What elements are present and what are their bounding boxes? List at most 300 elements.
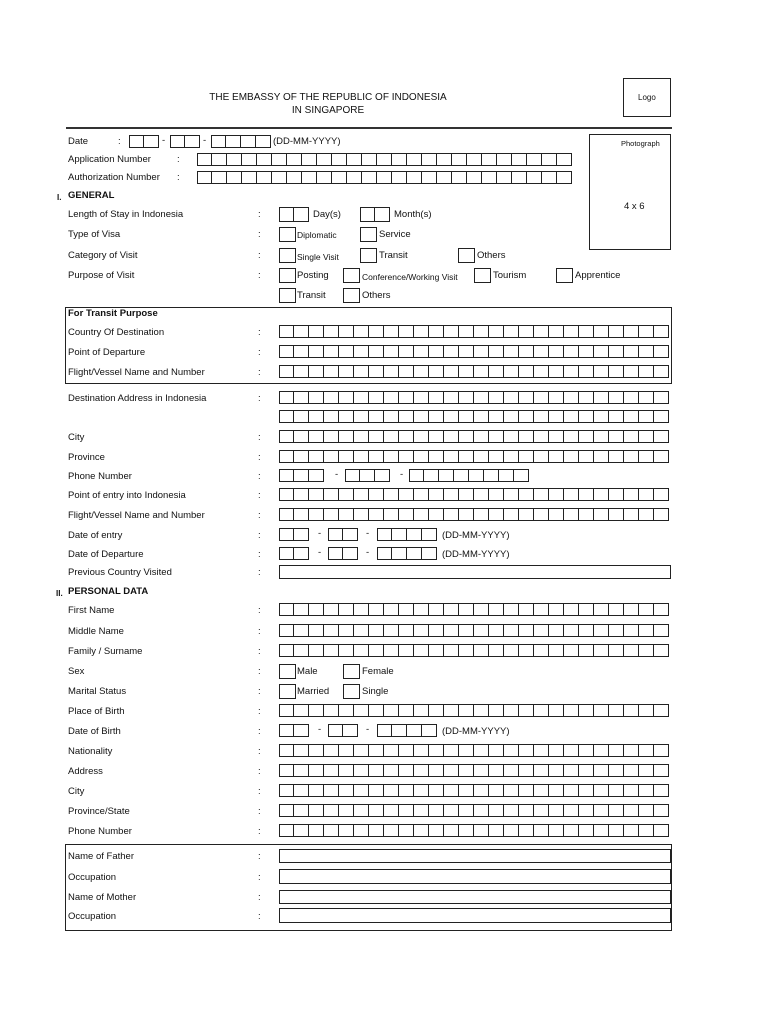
char-cell[interactable] <box>429 391 444 404</box>
middle-name-field[interactable] <box>279 624 669 637</box>
char-cell[interactable] <box>489 784 504 797</box>
char-cell[interactable] <box>279 325 294 338</box>
stay-months-field[interactable] <box>360 207 390 222</box>
char-cell[interactable] <box>549 764 564 777</box>
char-cell[interactable] <box>624 325 639 338</box>
char-cell[interactable] <box>534 391 549 404</box>
char-cell[interactable] <box>504 450 519 463</box>
char-cell[interactable] <box>399 784 414 797</box>
char-cell[interactable] <box>414 365 429 378</box>
char-cell[interactable] <box>534 430 549 443</box>
char-cell[interactable] <box>354 391 369 404</box>
char-cell[interactable] <box>609 744 624 757</box>
char-cell[interactable] <box>294 824 309 837</box>
char-cell[interactable] <box>384 410 399 423</box>
char-cell[interactable] <box>324 450 339 463</box>
char-cell[interactable] <box>489 450 504 463</box>
char-cell[interactable] <box>384 391 399 404</box>
char-cell[interactable] <box>564 764 579 777</box>
char-cell[interactable] <box>579 450 594 463</box>
char-cell[interactable] <box>459 624 474 637</box>
purpose-transit-checkbox[interactable] <box>279 288 296 303</box>
char-cell[interactable] <box>474 365 489 378</box>
char-cell[interactable] <box>474 391 489 404</box>
char-cell[interactable] <box>399 365 414 378</box>
char-cell[interactable] <box>534 744 549 757</box>
date-departure-day-field[interactable] <box>279 547 309 560</box>
char-cell[interactable] <box>339 430 354 443</box>
char-cell[interactable] <box>579 624 594 637</box>
char-cell[interactable] <box>609 603 624 616</box>
char-cell[interactable] <box>354 410 369 423</box>
char-cell[interactable] <box>654 603 669 616</box>
char-cell[interactable] <box>549 704 564 717</box>
point-departure-field[interactable] <box>279 345 669 358</box>
char-cell[interactable] <box>639 644 654 657</box>
char-cell[interactable] <box>624 824 639 837</box>
char-cell[interactable] <box>429 410 444 423</box>
char-cell[interactable] <box>324 508 339 521</box>
date-entry-day-field[interactable] <box>279 528 309 541</box>
char-cell[interactable] <box>444 624 459 637</box>
char-cell[interactable] <box>594 784 609 797</box>
char-cell[interactable] <box>639 365 654 378</box>
father-name-field[interactable] <box>279 849 671 863</box>
char-cell[interactable] <box>549 824 564 837</box>
char-cell[interactable] <box>489 365 504 378</box>
date-year-field[interactable] <box>211 135 271 148</box>
char-cell[interactable] <box>579 824 594 837</box>
char-cell[interactable] <box>354 430 369 443</box>
char-cell[interactable] <box>564 391 579 404</box>
char-cell[interactable] <box>279 804 294 817</box>
posting-checkbox[interactable] <box>279 268 296 283</box>
char-cell[interactable] <box>504 345 519 358</box>
char-cell[interactable] <box>429 644 444 657</box>
char-cell[interactable] <box>459 391 474 404</box>
char-cell[interactable] <box>579 325 594 338</box>
char-cell[interactable] <box>294 410 309 423</box>
char-cell[interactable] <box>654 391 669 404</box>
char-cell[interactable] <box>474 450 489 463</box>
char-cell[interactable] <box>609 365 624 378</box>
char-cell[interactable] <box>549 508 564 521</box>
char-cell[interactable] <box>414 603 429 616</box>
char-cell[interactable] <box>294 624 309 637</box>
application-number-field[interactable] <box>197 153 572 166</box>
char-cell[interactable] <box>609 704 624 717</box>
char-cell[interactable] <box>654 704 669 717</box>
purpose-others-checkbox[interactable] <box>343 288 360 303</box>
char-cell[interactable] <box>474 744 489 757</box>
char-cell[interactable] <box>549 488 564 501</box>
char-cell[interactable] <box>459 804 474 817</box>
char-cell[interactable] <box>414 345 429 358</box>
char-cell[interactable] <box>609 488 624 501</box>
char-cell[interactable] <box>414 824 429 837</box>
char-cell[interactable] <box>519 603 534 616</box>
char-cell[interactable] <box>339 450 354 463</box>
married-checkbox[interactable] <box>279 684 296 699</box>
date-departure-year-field[interactable] <box>377 547 437 560</box>
char-cell[interactable] <box>399 325 414 338</box>
char-cell[interactable] <box>429 824 444 837</box>
char-cell[interactable] <box>309 450 324 463</box>
char-cell[interactable] <box>519 744 534 757</box>
char-cell[interactable] <box>279 410 294 423</box>
char-cell[interactable] <box>324 430 339 443</box>
char-cell[interactable] <box>549 644 564 657</box>
char-cell[interactable] <box>579 410 594 423</box>
char-cell[interactable] <box>279 391 294 404</box>
destination-address-field-2[interactable] <box>279 410 669 423</box>
char-cell[interactable] <box>294 365 309 378</box>
char-cell[interactable] <box>384 325 399 338</box>
char-cell[interactable] <box>504 365 519 378</box>
char-cell[interactable] <box>459 824 474 837</box>
char-cell[interactable] <box>594 804 609 817</box>
char-cell[interactable] <box>399 704 414 717</box>
char-cell[interactable] <box>534 325 549 338</box>
char-cell[interactable] <box>429 624 444 637</box>
char-cell[interactable] <box>489 603 504 616</box>
char-cell[interactable] <box>339 508 354 521</box>
date-departure-month-field[interactable] <box>328 547 358 560</box>
char-cell[interactable] <box>519 391 534 404</box>
char-cell[interactable] <box>279 624 294 637</box>
char-cell[interactable] <box>459 365 474 378</box>
char-cell[interactable] <box>594 430 609 443</box>
destination-flight-field[interactable] <box>279 508 669 521</box>
char-cell[interactable] <box>654 764 669 777</box>
char-cell[interactable] <box>564 508 579 521</box>
char-cell[interactable] <box>594 824 609 837</box>
apprentice-checkbox[interactable] <box>556 268 573 283</box>
char-cell[interactable] <box>444 824 459 837</box>
char-cell[interactable] <box>579 345 594 358</box>
char-cell[interactable] <box>354 784 369 797</box>
char-cell[interactable] <box>399 345 414 358</box>
char-cell[interactable] <box>624 391 639 404</box>
mother-occupation-field[interactable] <box>279 908 671 923</box>
char-cell[interactable] <box>579 488 594 501</box>
char-cell[interactable] <box>489 764 504 777</box>
destination-phone-number-field[interactable] <box>409 469 529 482</box>
char-cell[interactable] <box>369 450 384 463</box>
char-cell[interactable] <box>489 624 504 637</box>
char-cell[interactable] <box>399 824 414 837</box>
char-cell[interactable] <box>459 488 474 501</box>
char-cell[interactable] <box>579 744 594 757</box>
char-cell[interactable] <box>654 365 669 378</box>
char-cell[interactable] <box>459 450 474 463</box>
char-cell[interactable] <box>399 804 414 817</box>
char-cell[interactable] <box>534 450 549 463</box>
char-cell[interactable] <box>339 325 354 338</box>
personal-phone-field[interactable] <box>279 824 669 837</box>
char-cell[interactable] <box>459 410 474 423</box>
char-cell[interactable] <box>474 644 489 657</box>
char-cell[interactable] <box>309 704 324 717</box>
char-cell[interactable] <box>594 508 609 521</box>
char-cell[interactable] <box>399 488 414 501</box>
char-cell[interactable] <box>429 784 444 797</box>
char-cell[interactable] <box>429 365 444 378</box>
char-cell[interactable] <box>459 345 474 358</box>
char-cell[interactable] <box>444 410 459 423</box>
char-cell[interactable] <box>639 764 654 777</box>
char-cell[interactable] <box>414 764 429 777</box>
char-cell[interactable] <box>279 644 294 657</box>
char-cell[interactable] <box>309 764 324 777</box>
char-cell[interactable] <box>444 744 459 757</box>
char-cell[interactable] <box>594 644 609 657</box>
char-cell[interactable] <box>324 764 339 777</box>
char-cell[interactable] <box>459 704 474 717</box>
char-cell[interactable] <box>399 508 414 521</box>
char-cell[interactable] <box>594 345 609 358</box>
char-cell[interactable] <box>279 345 294 358</box>
char-cell[interactable] <box>369 365 384 378</box>
authorization-number-field[interactable] <box>197 171 572 184</box>
char-cell[interactable] <box>534 603 549 616</box>
char-cell[interactable] <box>609 804 624 817</box>
char-cell[interactable] <box>639 824 654 837</box>
char-cell[interactable] <box>384 603 399 616</box>
char-cell[interactable] <box>639 325 654 338</box>
char-cell[interactable] <box>489 325 504 338</box>
entry-point-field[interactable] <box>279 488 669 501</box>
char-cell[interactable] <box>654 488 669 501</box>
char-cell[interactable] <box>339 644 354 657</box>
char-cell[interactable] <box>564 704 579 717</box>
char-cell[interactable] <box>579 391 594 404</box>
char-cell[interactable] <box>324 744 339 757</box>
char-cell[interactable] <box>369 764 384 777</box>
char-cell[interactable] <box>429 325 444 338</box>
char-cell[interactable] <box>639 603 654 616</box>
char-cell[interactable] <box>309 804 324 817</box>
char-cell[interactable] <box>309 603 324 616</box>
date-day-field[interactable] <box>129 135 159 148</box>
char-cell[interactable] <box>594 744 609 757</box>
char-cell[interactable] <box>474 603 489 616</box>
char-cell[interactable] <box>534 488 549 501</box>
others-checkbox[interactable] <box>458 248 475 263</box>
char-cell[interactable] <box>369 824 384 837</box>
char-cell[interactable] <box>564 624 579 637</box>
char-cell[interactable] <box>444 508 459 521</box>
char-cell[interactable] <box>564 603 579 616</box>
char-cell[interactable] <box>504 744 519 757</box>
char-cell[interactable] <box>594 624 609 637</box>
char-cell[interactable] <box>414 430 429 443</box>
char-cell[interactable] <box>429 430 444 443</box>
char-cell[interactable] <box>414 704 429 717</box>
char-cell[interactable] <box>414 744 429 757</box>
char-cell[interactable] <box>384 508 399 521</box>
char-cell[interactable] <box>609 410 624 423</box>
char-cell[interactable] <box>654 744 669 757</box>
char-cell[interactable] <box>489 824 504 837</box>
char-cell[interactable] <box>354 603 369 616</box>
char-cell[interactable] <box>639 410 654 423</box>
char-cell[interactable] <box>594 391 609 404</box>
date-birth-year-field[interactable] <box>377 724 437 737</box>
char-cell[interactable] <box>654 450 669 463</box>
char-cell[interactable] <box>459 784 474 797</box>
char-cell[interactable] <box>414 624 429 637</box>
char-cell[interactable] <box>654 345 669 358</box>
char-cell[interactable] <box>594 365 609 378</box>
char-cell[interactable] <box>339 391 354 404</box>
char-cell[interactable] <box>384 804 399 817</box>
char-cell[interactable] <box>414 391 429 404</box>
char-cell[interactable] <box>309 410 324 423</box>
char-cell[interactable] <box>384 488 399 501</box>
service-checkbox[interactable] <box>360 227 377 242</box>
char-cell[interactable] <box>324 488 339 501</box>
char-cell[interactable] <box>324 624 339 637</box>
char-cell[interactable] <box>414 450 429 463</box>
char-cell[interactable] <box>549 365 564 378</box>
char-cell[interactable] <box>414 804 429 817</box>
char-cell[interactable] <box>624 365 639 378</box>
char-cell[interactable] <box>294 325 309 338</box>
char-cell[interactable] <box>564 325 579 338</box>
char-cell[interactable] <box>624 804 639 817</box>
char-cell[interactable] <box>519 345 534 358</box>
char-cell[interactable] <box>474 804 489 817</box>
char-cell[interactable] <box>309 488 324 501</box>
char-cell[interactable] <box>489 391 504 404</box>
char-cell[interactable] <box>324 345 339 358</box>
single-checkbox[interactable] <box>343 684 360 699</box>
char-cell[interactable] <box>654 784 669 797</box>
char-cell[interactable] <box>309 624 324 637</box>
char-cell[interactable] <box>519 704 534 717</box>
previous-country-field[interactable] <box>279 565 671 579</box>
char-cell[interactable] <box>639 624 654 637</box>
char-cell[interactable] <box>309 345 324 358</box>
char-cell[interactable] <box>564 744 579 757</box>
char-cell[interactable] <box>294 430 309 443</box>
char-cell[interactable] <box>279 784 294 797</box>
char-cell[interactable] <box>609 824 624 837</box>
char-cell[interactable] <box>444 450 459 463</box>
char-cell[interactable] <box>489 704 504 717</box>
char-cell[interactable] <box>639 804 654 817</box>
char-cell[interactable] <box>279 603 294 616</box>
char-cell[interactable] <box>324 365 339 378</box>
char-cell[interactable] <box>594 488 609 501</box>
char-cell[interactable] <box>474 704 489 717</box>
char-cell[interactable] <box>609 624 624 637</box>
char-cell[interactable] <box>534 508 549 521</box>
destination-address-field-1[interactable] <box>279 391 669 404</box>
char-cell[interactable] <box>564 345 579 358</box>
char-cell[interactable] <box>339 824 354 837</box>
char-cell[interactable] <box>534 704 549 717</box>
char-cell[interactable] <box>309 430 324 443</box>
char-cell[interactable] <box>549 430 564 443</box>
char-cell[interactable] <box>579 430 594 443</box>
char-cell[interactable] <box>504 488 519 501</box>
personal-city-field[interactable] <box>279 784 669 797</box>
char-cell[interactable] <box>294 804 309 817</box>
char-cell[interactable] <box>384 624 399 637</box>
char-cell[interactable] <box>654 644 669 657</box>
char-cell[interactable] <box>594 325 609 338</box>
destination-city-field[interactable] <box>279 430 669 443</box>
char-cell[interactable] <box>294 508 309 521</box>
char-cell[interactable] <box>399 764 414 777</box>
char-cell[interactable] <box>339 764 354 777</box>
char-cell[interactable] <box>504 410 519 423</box>
char-cell[interactable] <box>279 430 294 443</box>
char-cell[interactable] <box>309 391 324 404</box>
char-cell[interactable] <box>339 784 354 797</box>
char-cell[interactable] <box>624 488 639 501</box>
char-cell[interactable] <box>324 784 339 797</box>
char-cell[interactable] <box>354 644 369 657</box>
char-cell[interactable] <box>489 488 504 501</box>
char-cell[interactable] <box>534 804 549 817</box>
char-cell[interactable] <box>609 391 624 404</box>
destination-phone-area-field[interactable] <box>279 469 324 482</box>
destination-phone-prefix-field[interactable] <box>345 469 390 482</box>
char-cell[interactable] <box>354 744 369 757</box>
char-cell[interactable] <box>534 345 549 358</box>
char-cell[interactable] <box>339 365 354 378</box>
char-cell[interactable] <box>474 784 489 797</box>
char-cell[interactable] <box>369 410 384 423</box>
char-cell[interactable] <box>519 624 534 637</box>
char-cell[interactable] <box>639 784 654 797</box>
char-cell[interactable] <box>579 804 594 817</box>
char-cell[interactable] <box>369 644 384 657</box>
char-cell[interactable] <box>324 391 339 404</box>
char-cell[interactable] <box>384 744 399 757</box>
char-cell[interactable] <box>609 508 624 521</box>
char-cell[interactable] <box>354 345 369 358</box>
char-cell[interactable] <box>294 764 309 777</box>
char-cell[interactable] <box>339 744 354 757</box>
province-state-field[interactable] <box>279 804 669 817</box>
char-cell[interactable] <box>384 704 399 717</box>
char-cell[interactable] <box>324 410 339 423</box>
char-cell[interactable] <box>564 450 579 463</box>
char-cell[interactable] <box>549 804 564 817</box>
country-destination-field[interactable] <box>279 325 669 338</box>
char-cell[interactable] <box>369 704 384 717</box>
char-cell[interactable] <box>459 508 474 521</box>
char-cell[interactable] <box>594 764 609 777</box>
char-cell[interactable] <box>579 603 594 616</box>
char-cell[interactable] <box>384 430 399 443</box>
char-cell[interactable] <box>384 764 399 777</box>
char-cell[interactable] <box>594 450 609 463</box>
char-cell[interactable] <box>504 644 519 657</box>
char-cell[interactable] <box>414 784 429 797</box>
char-cell[interactable] <box>429 704 444 717</box>
char-cell[interactable] <box>609 430 624 443</box>
char-cell[interactable] <box>639 450 654 463</box>
transit-flight-field[interactable] <box>279 365 669 378</box>
date-entry-month-field[interactable] <box>328 528 358 541</box>
char-cell[interactable] <box>384 824 399 837</box>
char-cell[interactable] <box>474 430 489 443</box>
